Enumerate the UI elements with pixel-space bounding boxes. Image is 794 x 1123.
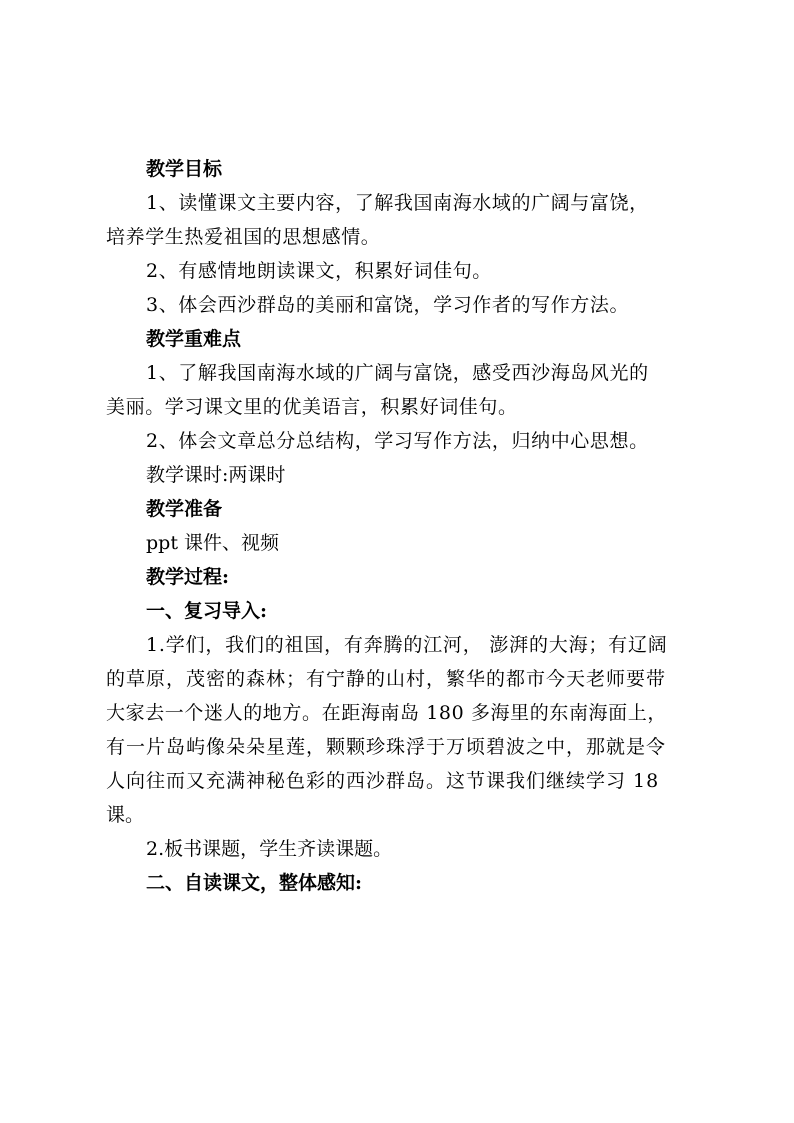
- section-1-para-1-line-3: 大家去一个迷人的地方。在距海南岛 180 多海里的东南海面上，: [106, 702, 667, 724]
- preparation-text: ppt 课件、视频: [146, 532, 280, 554]
- section-1-para-1-line-6: 课。: [106, 804, 145, 826]
- key-points-heading: 教学重难点: [146, 328, 242, 350]
- objective-3: 3、体会西沙群岛的美丽和富饶，学习作者的写作方法。: [146, 294, 630, 316]
- section-1-para-1-line-5: 人向往而又充满神秘色彩的西沙群岛。这节课我们继续学习 18: [106, 770, 660, 792]
- key-point-2: 2、体会文章总分总结构，学习写作方法，归纳中心思想。: [146, 430, 649, 452]
- class-hours: 教学课时:两课时: [146, 464, 286, 486]
- preparation-heading: 教学准备: [146, 498, 223, 520]
- process-heading: 教学过程:: [146, 566, 230, 588]
- lesson-plan-body: [106, 152, 706, 900]
- objective-1-line-1: 1、读懂课文主要内容，了解我国南海水域的广阔与富饶，: [146, 192, 649, 214]
- objective-1-line-2: 培养学生热爱祖国的思想感情。: [106, 226, 381, 248]
- section-1-heading: 一、复习导入:: [146, 600, 268, 622]
- section-1-para-2: 2.板书课题，学生齐读课题。: [146, 838, 393, 860]
- objective-2: 2、有感情地朗读课文，积累好词佳句。: [146, 260, 492, 282]
- section-1-para-1-line-4: 有一片岛屿像朵朵星莲，颗颗珍珠浮于万顷碧波之中，那就是令: [106, 736, 667, 758]
- key-point-1-line-1: 1、了解我国南海水域的广阔与富饶，感受西沙海岛风光的: [146, 362, 649, 384]
- key-point-1-line-2: 美丽。学习课文里的优美语言，积累好词佳句。: [106, 396, 518, 418]
- section-1-para-1-line-1: 1.学们，我们的祖国，有奔腾的江河， 澎湃的大海；有辽阔: [146, 634, 668, 656]
- objectives-heading: 教学目标: [146, 158, 223, 180]
- section-1-para-1-line-2: 的草原，茂密的森林；有宁静的山村，繁华的都市今天老师要带: [106, 668, 667, 690]
- section-2-heading: 二、自读课文，整体感知:: [146, 872, 363, 894]
